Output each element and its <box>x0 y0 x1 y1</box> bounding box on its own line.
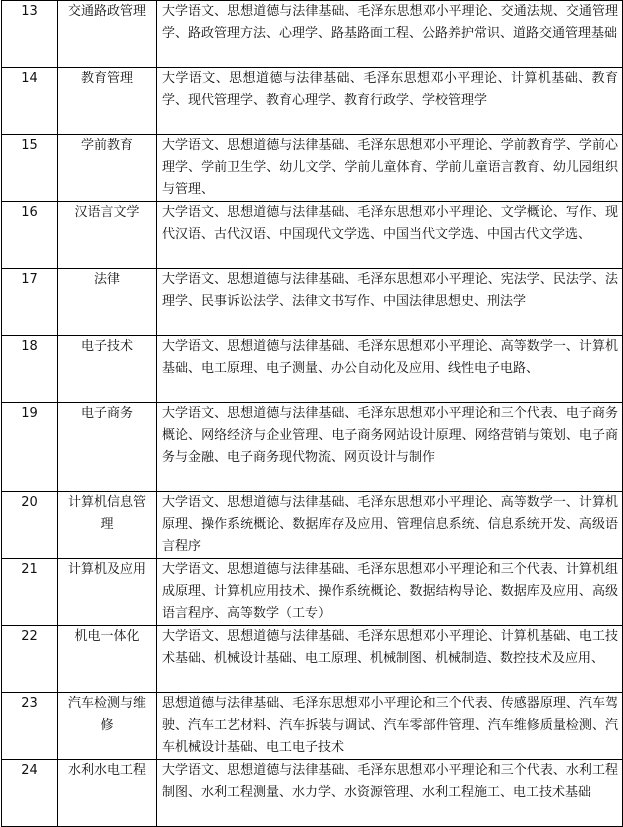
row-number: 17 <box>2 269 58 336</box>
row-number: 14 <box>2 68 58 135</box>
major-name: 汉语言文学 <box>58 202 157 269</box>
course-list: 大学语文、思想道德与法律基础、毛泽东思想邓小平理论、文学概论、写作、现代汉语、古代汉语、中国现代文学选、中国当代文学选、中国古代文学选、 <box>157 202 623 269</box>
major-name: 计算机信息管理 <box>58 492 157 559</box>
table-row <box>2 403 623 492</box>
major-name: 计算机及应用 <box>58 559 157 626</box>
course-list: 大学语文、思想道德与法律基础、毛泽东思想邓小平理论和三个代表、计算机组成原理、计算机应用技术、操作系统概论、数据结构导论、数据库及应用、高级语言程序、高等数学（工专） <box>157 559 623 626</box>
course-list: 大学语文、思想道德与法律基础、毛泽东思想邓小平理论、宪法学、民法学、法理学、民事诉讼法学、法律文书写作、中国法律思想史、刑法学 <box>157 269 623 336</box>
row-number: 18 <box>2 336 58 403</box>
major-name: 水利水电工程 <box>58 760 157 827</box>
course-list: 大学语文、思想道德与法律基础、毛泽东思想邓小平理论、高等数学一、计算机基础、电工原理、电子测量、办公自动化及应用、线性电子电路、 <box>157 336 623 403</box>
major-name: 汽车检测与维修 <box>58 693 157 760</box>
row-number: 15 <box>2 135 58 202</box>
course-list: 大学语文、思想道德与法律基础、毛泽东思想邓小平理论、高等数学一、计算机原理、操作系统概论、数据库存及应用、管理信息系统、信息系统开发、高级语言程序 <box>157 492 623 559</box>
row-number: 20 <box>2 492 58 559</box>
table-row <box>2 760 623 827</box>
row-number: 19 <box>2 403 58 492</box>
course-list: 大学语文、思想道德与法律基础、毛泽东思想邓小平理论、学前教育学、学前心理学、学前卫生学、幼儿文学、学前儿童体育、学前儿童语言教育、幼儿园组织与管理、 <box>157 135 623 202</box>
course-list: 大学语文、思想道德与法律基础、毛泽东思想邓小平理论、计算机基础、电工技术基础、机械设计基础、电工原理、机械制图、机械制造、数控技术及应用、 <box>157 626 623 693</box>
major-name: 电子技术 <box>58 336 157 403</box>
major-name: 电子商务 <box>58 403 157 492</box>
row-number: 13 <box>2 1 58 68</box>
course-list: 大学语文、思想道德与法律基础、毛泽东思想邓小平理论、交通法规、交通管理学、路政管理方法、心理学、路基路面工程、公路养护常识、道路交通管理基础 <box>157 1 623 68</box>
table-row <box>2 68 623 135</box>
major-courses-table <box>1 0 623 827</box>
table-row <box>2 626 623 693</box>
row-number: 23 <box>2 693 58 760</box>
course-list: 大学语文、思想道德与法律基础、毛泽东思想邓小平理论和三个代表、电子商务概论、网络经济与企业管理、电子商务网站设计原理、网络营销与策划、电子商务与金融、电子商务现代物流、网页设计与制作 <box>157 403 623 492</box>
table-row <box>2 492 623 559</box>
major-name: 学前教育 <box>58 135 157 202</box>
major-name: 机电一体化 <box>58 626 157 693</box>
table-row <box>2 1 623 68</box>
row-number: 24 <box>2 760 58 827</box>
course-list: 大学语文、思想道德与法律基础、毛泽东思想邓小平理论和三个代表、水利工程制图、水利工程测量、水力学、水资源管理、水利工程施工、电工技术基础 <box>157 760 623 827</box>
table-row <box>2 269 623 336</box>
row-number: 21 <box>2 559 58 626</box>
row-number: 22 <box>2 626 58 693</box>
table-row <box>2 693 623 760</box>
major-name: 法律 <box>58 269 157 336</box>
major-name: 交通路政管理 <box>58 1 157 68</box>
course-list: 大学语文、思想道德与法律基础、毛泽东思想邓小平理论、计算机基础、教育学、现代管理学、教育心理学、教育行政学、学校管理学 <box>157 68 623 135</box>
course-list: 思想道德与法律基础、毛泽东思想邓小平理论和三个代表、传感器原理、汽车驾驶、汽车工艺材料、汽车拆装与调试、汽车零部件管理、汽车维修质量检测、汽车机械设计基础、电工电子技术 <box>157 693 623 760</box>
table-row <box>2 202 623 269</box>
row-number: 16 <box>2 202 58 269</box>
table-row <box>2 135 623 202</box>
major-name: 教育管理 <box>58 68 157 135</box>
table-row <box>2 336 623 403</box>
table-row <box>2 559 623 626</box>
